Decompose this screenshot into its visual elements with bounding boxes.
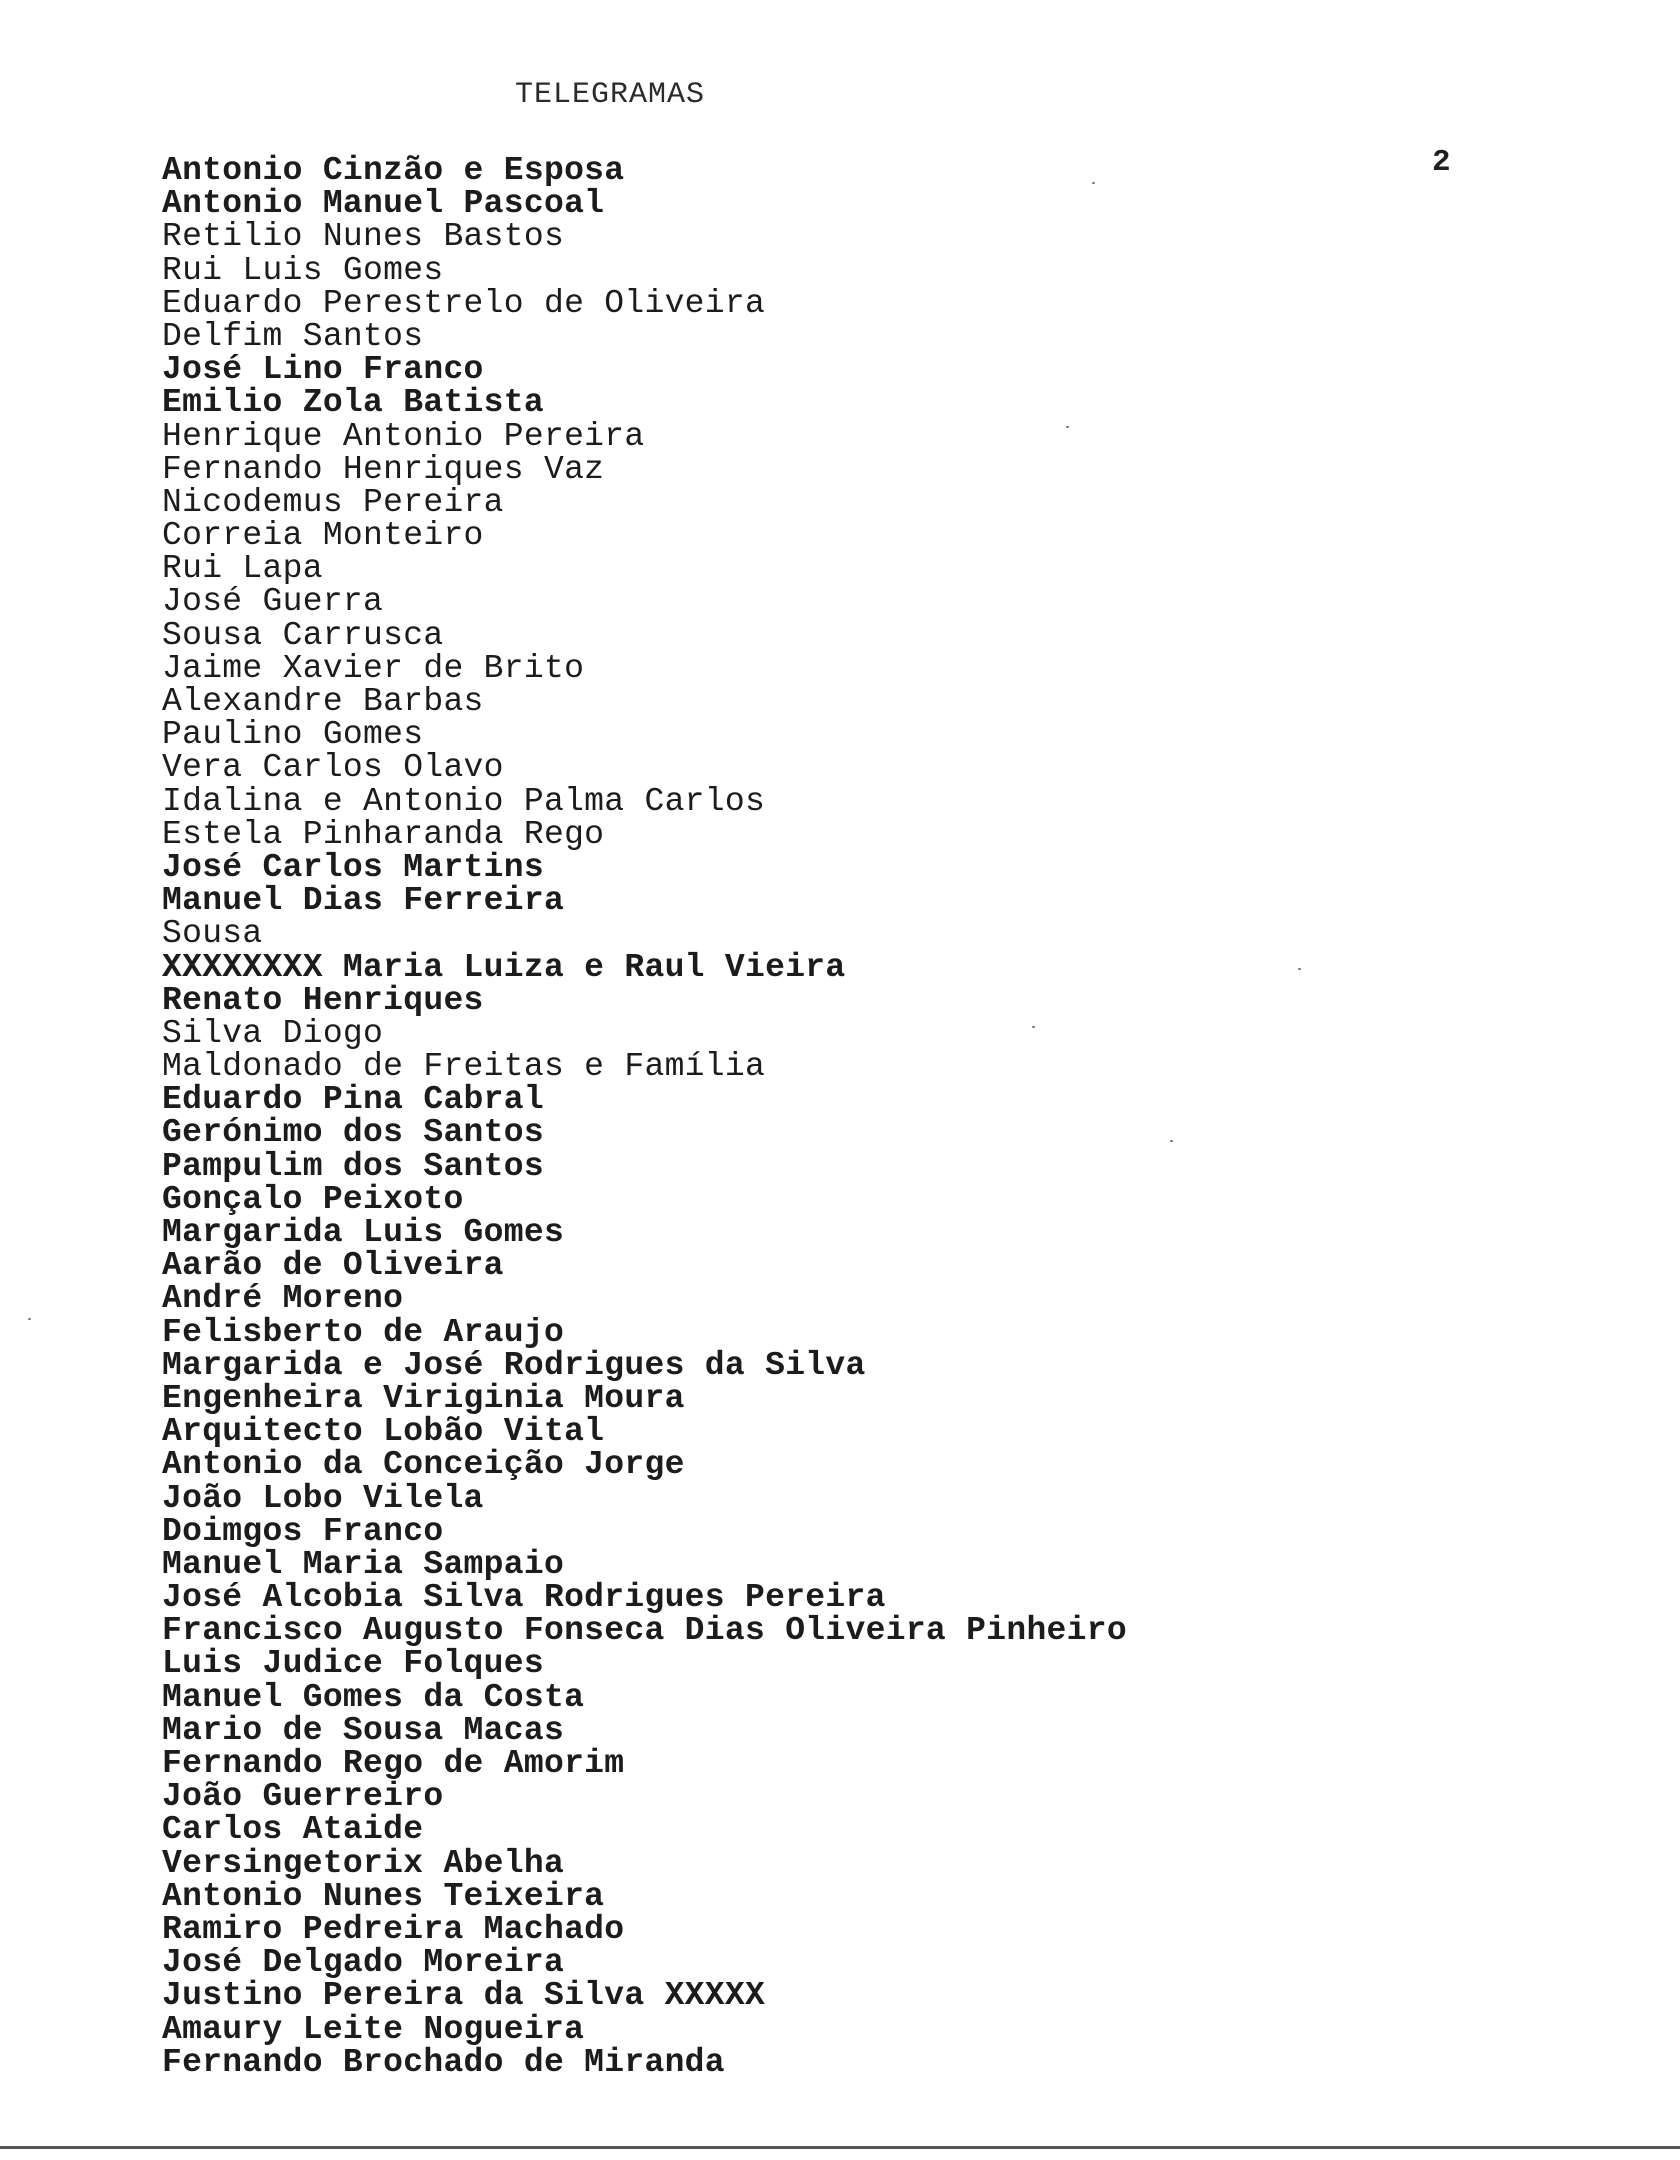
page-title: TELEGRAMAS <box>515 78 706 112</box>
name-entry: Pampulim dos Santos <box>162 1147 544 1185</box>
name-entry: Fernando Brochado de Miranda <box>162 2043 725 2081</box>
name-entry: Eduardo Pina Cabral <box>162 1081 544 1119</box>
name-entry: Manuel Maria Sampaio <box>162 1545 565 1583</box>
name-entry: Fernando Rego de Amorim <box>162 1745 625 1782</box>
name-entry: José Alcobia Silva Rodrigues Pereira <box>162 1579 886 1617</box>
name-entry: Rui Luis Gomes <box>162 251 444 289</box>
name-entry: Fernando Henriques Vaz <box>162 450 605 488</box>
scan-speck <box>1298 968 1301 970</box>
name-entry: Idalina e Antonio Palma Carlos <box>162 782 766 820</box>
name-entry: Antonio Manuel Pascoal <box>162 185 605 223</box>
name-entry: Mario de Sousa Macas <box>162 1711 565 1749</box>
name-entry: André Moreno <box>162 1280 404 1318</box>
name-entry: Rui Lapa <box>162 550 323 588</box>
name-entry: Margarida e José Rodrigues da Silva <box>162 1346 866 1384</box>
name-entry: Margarida Luis Gomes <box>162 1214 565 1251</box>
name-entry: Arquitecto Lobão Vital <box>162 1413 605 1451</box>
name-entry: João Lobo Vilela <box>162 1479 484 1517</box>
name-entry: Sousa <box>162 915 263 953</box>
name-entry: Silva Diogo <box>162 1014 384 1052</box>
name-entry: Engenheira Viriginia Moura <box>162 1379 685 1417</box>
name-entry: Gerónimo dos Santos <box>162 1114 544 1152</box>
name-entry: Aarão de Oliveira <box>162 1247 504 1285</box>
name-entry: Alexandre Barbas <box>162 683 484 720</box>
telegram-sender-list <box>162 154 1462 2079</box>
name-entry: José Lino Franco <box>162 351 484 389</box>
name-entry: Antonio Nunes Teixeira <box>162 1877 605 1915</box>
name-entry: Justino Pereira da Silva XXXXX <box>162 1977 766 2015</box>
scan-speck <box>1092 182 1095 184</box>
name-entry: Nicodemus Pereira <box>162 483 504 521</box>
name-entry: José Delgado Moreira <box>162 1944 565 1982</box>
name-entry: Antonio da Conceição Jorge <box>162 1446 685 1484</box>
name-entry: Correia Monteiro <box>162 517 484 555</box>
name-entry: Antonio Cinzão e Esposa <box>162 152 625 189</box>
name-entry: Emilio Zola Batista <box>162 384 544 422</box>
name-entry: Renato Henriques <box>162 981 484 1019</box>
name-entry: Estela Pinharanda Rego <box>162 815 605 853</box>
name-entry: Delfim Santos <box>162 317 424 355</box>
name-entry: Manuel Gomes da Costa <box>162 1678 585 1716</box>
name-entry: Amaury Leite Nogueira <box>162 2010 585 2048</box>
name-entry: Manuel Dias Ferreira <box>162 882 565 920</box>
name-entry: Maldonado de Freitas e Família <box>162 1048 766 1086</box>
name-entry: Francisco Augusto Fonseca Dias Oliveira Pinheiro <box>162 1612 1127 1650</box>
name-entry: Retilio Nunes Bastos <box>162 218 565 256</box>
name-entry: Sousa Carrusca <box>162 616 444 654</box>
name-entry: Henrique Antonio Pereira <box>162 417 645 455</box>
page-number: 2 <box>1432 145 1451 180</box>
name-entry: João Guerreiro <box>162 1778 444 1816</box>
name-entry: Jaime Xavier de Brito <box>162 649 585 687</box>
name-entry: Felisberto de Araujo <box>162 1313 565 1351</box>
name-entry: Gonçalo Peixoto <box>162 1180 464 1218</box>
name-entry: Luis Judice Folques <box>162 1645 544 1683</box>
bottom-border-line <box>0 2146 1680 2149</box>
name-entry: XXXXXXXX Maria Luiza e Raul Vieira <box>162 948 846 986</box>
name-entry: Paulino Gomes <box>162 716 424 754</box>
scan-speck <box>1170 1140 1173 1142</box>
scan-speck <box>1032 1026 1035 1028</box>
name-entry: Carlos Ataide <box>162 1811 424 1849</box>
name-entry: Vera Carlos Olavo <box>162 749 504 787</box>
name-entry: Ramiro Pedreira Machado <box>162 1910 625 1948</box>
name-entry: Eduardo Perestrelo de Oliveira <box>162 284 766 322</box>
scan-speck <box>28 1318 31 1320</box>
name-entry: José Carlos Martins <box>162 848 544 886</box>
name-entry: Versingetorix Abelha <box>162 1844 565 1882</box>
name-entry: Doimgos Franco <box>162 1512 444 1550</box>
scan-speck <box>1066 426 1069 428</box>
name-entry: José Guerra <box>162 583 384 621</box>
